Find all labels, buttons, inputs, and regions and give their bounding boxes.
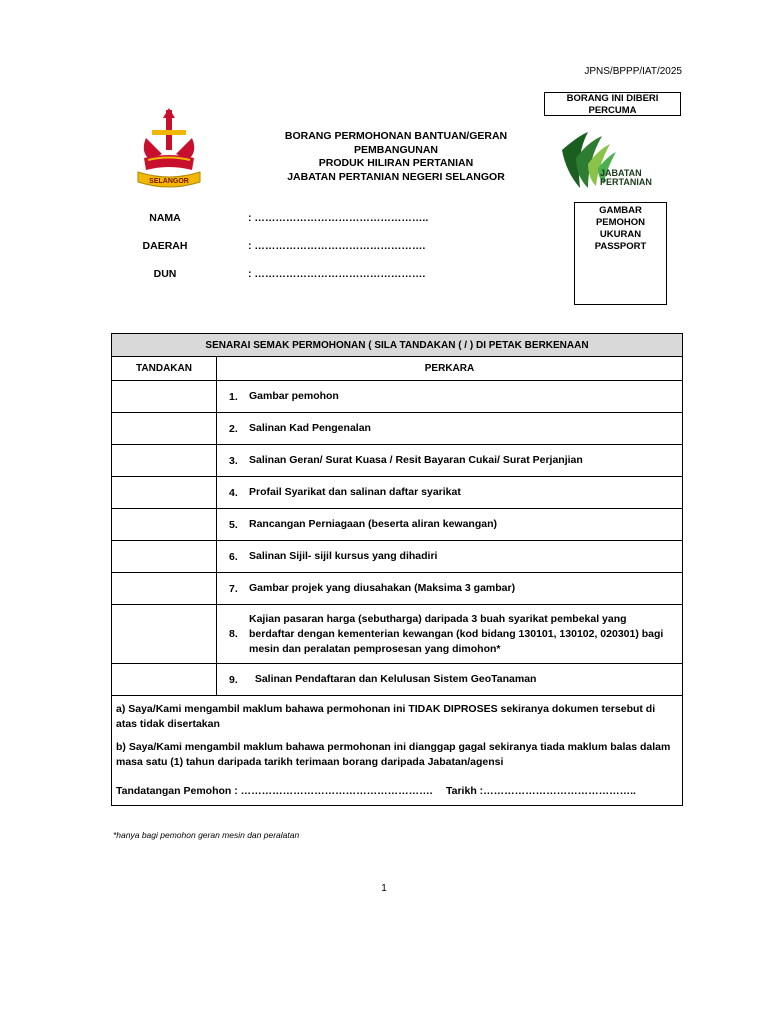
declaration-note-a: a) Saya/Kami mengambil maklum bahawa permohonan ini TIDAK DIPROSES sekiranya dokumen tersebut di atas tidak disertakan	[116, 703, 656, 730]
checklist-item-6	[217, 541, 683, 573]
table-row	[112, 573, 683, 605]
item-text: Rancangan Perniagaan (beserta aliran kewangan)	[249, 518, 498, 530]
signature-row	[116, 784, 678, 799]
item-text: Salinan Kad Pengenalan	[249, 422, 371, 434]
table-row	[112, 381, 683, 413]
passport-photo-box[interactable]	[574, 202, 667, 305]
item-number: 7.	[229, 582, 238, 595]
photo-box-line1: GAMBAR	[599, 205, 642, 216]
field-label-daerah: DAERAH	[142, 240, 188, 252]
item-number: 4.	[229, 486, 238, 499]
footnote: *hanya bagi pemohon geran mesin dan peralatan	[113, 830, 300, 840]
item-number: 8.	[229, 628, 238, 640]
free-notice-line2: PERCUMA	[588, 105, 637, 116]
jabatan-logo-line1: JABATAN	[600, 168, 642, 178]
free-form-notice	[544, 92, 681, 116]
page-number: 1	[381, 883, 387, 894]
field-value-dun[interactable]: : ………………………………………….	[248, 268, 426, 280]
checklist-item-8	[217, 605, 683, 664]
selangor-crest-icon	[132, 108, 206, 194]
tick-box-7[interactable]	[112, 573, 217, 605]
tick-box-3[interactable]	[112, 445, 217, 477]
table-row	[112, 664, 683, 696]
declaration-section	[112, 696, 683, 806]
table-row	[112, 477, 683, 509]
checklist-item-9	[217, 664, 683, 696]
title-line2: PRODUK HILIRAN PERTANIAN	[318, 157, 474, 169]
tick-box-1[interactable]	[112, 381, 217, 413]
item-text: Salinan Sijil- sijil kursus yang dihadiri	[249, 550, 438, 562]
title-line3: JABATAN PERTANIAN NEGERI SELANGOR	[287, 170, 505, 183]
table-row	[112, 509, 683, 541]
item-text: Kajian pasaran harga (sebutharga) daripada 3 buah syarikat pembekal yang berdaftar dengan kementerian kewangan (kod bidang 130101, 130102, 020301) bagi mesin dan peralatan pemprosesan yang dimohon*	[249, 612, 664, 655]
checklist-table	[111, 333, 683, 806]
checklist-item-3	[217, 445, 683, 477]
checklist-item-5	[217, 509, 683, 541]
tick-box-2[interactable]	[112, 413, 217, 445]
table-row	[112, 605, 683, 664]
item-number: 3.	[229, 454, 238, 467]
item-number: 9.	[229, 673, 238, 686]
checklist-header: SENARAI SEMAK PERMOHONAN ( SILA TANDAKAN ( / ) DI PETAK BERKENAAN	[112, 334, 683, 357]
item-text: Profail Syarikat dan salinan daftar syarikat	[249, 486, 461, 498]
jabatan-pertanian-logo-icon	[558, 128, 666, 198]
free-notice-line1: BORANG INI DIBERI	[566, 93, 659, 104]
column-header-tandakan: TANDAKAN	[112, 357, 217, 381]
table-row	[112, 541, 683, 573]
item-number: 2.	[229, 422, 238, 435]
column-header-perkara: PERKARA	[217, 357, 683, 381]
item-text: Salinan Geran/ Surat Kuasa / Resit Bayaran Cukai/ Surat Perjanjian	[249, 454, 583, 466]
checklist-item-7	[217, 573, 683, 605]
field-value-daerah[interactable]: : ………………………………………….	[248, 240, 426, 252]
date-field[interactable]: Tarikh :……………………………………..	[446, 785, 636, 797]
tick-box-9[interactable]	[112, 664, 217, 696]
checklist-item-4	[217, 477, 683, 509]
photo-box-line2: PEMOHON	[595, 217, 646, 228]
table-row	[112, 445, 683, 477]
jabatan-logo-line2: PERTANIAN	[600, 177, 652, 187]
declaration-note-b: b) Saya/Kami mengambil maklum bahawa permohonan ini dianggap gagal sekiranya tiada maklum balas dalam masa satu (1) tahun daripada tarikh terimaan borang daripada Jabatan/agensi	[116, 741, 671, 768]
item-text: Salinan Pendaftaran dan Kelulusan Sistem GeoTanaman	[249, 673, 537, 685]
form-title	[246, 130, 546, 184]
item-number: 6.	[229, 550, 238, 563]
photo-box-line3: UKURAN	[599, 229, 642, 240]
reference-code: JPNS/BPPP/IAT/2025	[584, 66, 682, 77]
field-label-nama: NAMA	[149, 212, 181, 224]
signature-field[interactable]: Tandatangan Pemohon : ……………………………………………….	[116, 785, 433, 797]
tick-box-4[interactable]	[112, 477, 217, 509]
field-value-nama[interactable]: : …………………………………………..	[248, 212, 429, 224]
table-row	[112, 413, 683, 445]
item-number: 5.	[229, 518, 238, 531]
item-text: Gambar pemohon	[249, 390, 339, 402]
checklist-item-2	[217, 413, 683, 445]
title-line1: BORANG PERMOHONAN BANTUAN/GERAN PEMBANGUNAN	[284, 130, 508, 156]
item-number: 1.	[229, 390, 238, 403]
item-text: Gambar projek yang diusahakan (Maksima 3 gambar)	[249, 582, 516, 594]
photo-box-line4: PASSPORT	[594, 241, 647, 252]
tick-box-8[interactable]	[112, 605, 217, 664]
tick-box-6[interactable]	[112, 541, 217, 573]
tick-box-5[interactable]	[112, 509, 217, 541]
checklist-item-1	[217, 381, 683, 413]
selangor-logo-text: SELANGOR	[149, 178, 189, 185]
field-label-dun: DUN	[153, 268, 177, 280]
